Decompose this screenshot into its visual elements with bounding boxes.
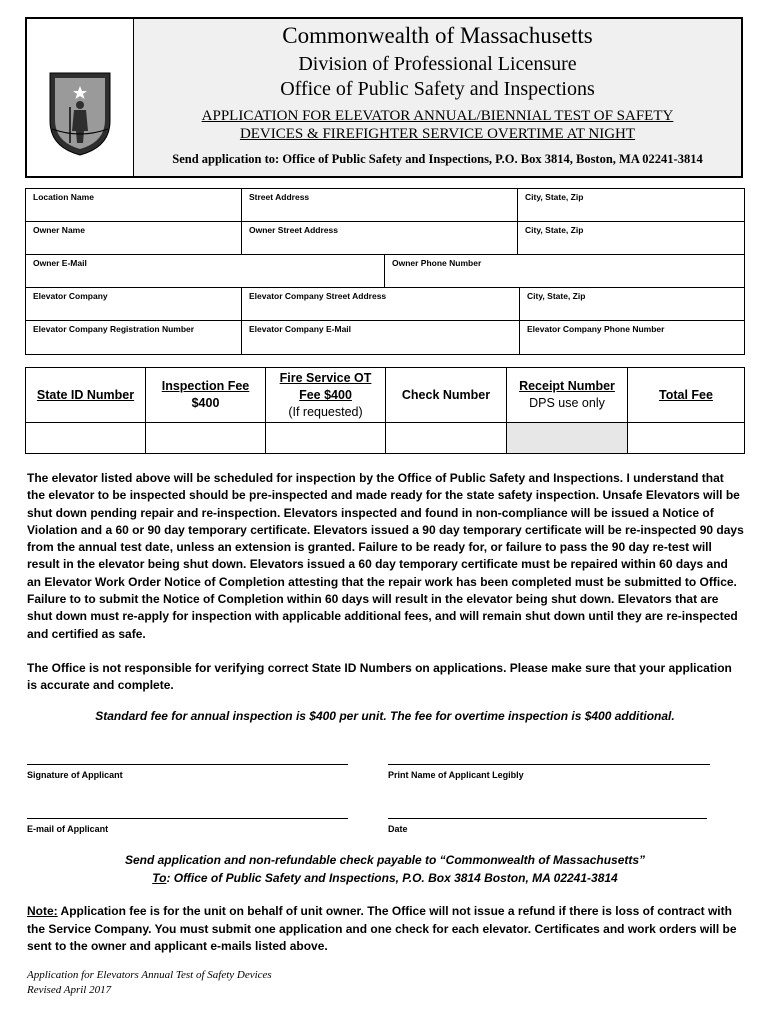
application-title-line2: DEVICES & FIREFIGHTER SERVICE OVERTIME AT NIGHT	[239, 126, 636, 142]
street-address-label: Street Address	[249, 192, 310, 202]
owner-name-label: Owner Name	[33, 225, 85, 235]
fire-service-note: (If requested)	[288, 404, 363, 419]
fire-service-fee: Fee $400	[299, 387, 352, 402]
date-line[interactable]	[388, 818, 707, 819]
elevator-company-street-field[interactable]	[241, 288, 519, 320]
note-text: Application fee is for the unit on behalf of unit owner. The Office will not issue a refund if there is loss of contract with the Service Company. You must submit one application and one check for each elevator. Certificates and work orders will be sent to the owner and applicant e-mails listed above.	[27, 904, 737, 953]
print-name-line[interactable]	[388, 764, 710, 765]
owner-email-label: Owner E-Mail	[33, 258, 87, 268]
form-header	[25, 17, 743, 178]
elevator-company-field[interactable]	[26, 288, 241, 320]
owner-contact-row	[26, 255, 744, 288]
total-fee-header	[627, 368, 744, 422]
receipt-number-input	[506, 423, 627, 453]
elevator-company-row	[26, 288, 744, 321]
signature-label: Signature of Applicant	[27, 770, 123, 780]
elevator-company-registration-label: Elevator Company Registration Number	[33, 324, 195, 334]
fee-table-entry-row	[26, 423, 744, 453]
elevator-company-city-label: City, State, Zip	[527, 291, 586, 301]
office-disclaimer-paragraph: The Office is not responsible for verifying correct State ID Numbers on applications. Please make sure that your application is accurate and complete.	[27, 661, 732, 693]
fire-service-header	[265, 368, 385, 422]
seal-box	[27, 19, 134, 176]
to-label: To	[152, 871, 167, 885]
state-seal-icon	[47, 69, 113, 157]
owner-street-address-label: Owner Street Address	[249, 225, 338, 235]
receipt-note: DPS use only	[529, 396, 605, 410]
total-fee-input[interactable]	[627, 423, 744, 453]
inspection-fee-header	[145, 368, 265, 422]
elevator-company-phone-label: Elevator Company Phone Number	[527, 324, 665, 334]
check-number-input[interactable]	[385, 423, 506, 453]
state-id-input[interactable]	[26, 423, 145, 453]
receipt-number-label: Receipt Number	[519, 379, 615, 393]
state-id-label: State ID Number	[36, 387, 135, 402]
send-instructions-line1: Send application and non-refundable check payable to “Commonwealth of Massachusetts”	[124, 853, 646, 867]
fire-service-fee-input[interactable]	[265, 423, 385, 453]
elevator-company-city-field[interactable]	[519, 288, 744, 320]
state-id-header	[26, 368, 145, 422]
owner-phone-label: Owner Phone Number	[392, 258, 482, 268]
owner-city-state-zip-label: City, State, Zip	[525, 225, 584, 235]
footer-form-name: Application for Elevators Annual Test of Safety Devices	[27, 969, 272, 981]
state-title: Commonwealth of Massachusetts	[282, 23, 593, 48]
location-name-field[interactable]	[26, 189, 241, 221]
check-number-header	[385, 368, 506, 422]
city-state-zip-label: City, State, Zip	[525, 192, 584, 202]
check-number-label: Check Number	[401, 387, 491, 402]
inspection-fee-label: Inspection Fee	[161, 379, 250, 393]
header-text	[134, 19, 741, 176]
signature-line[interactable]	[27, 764, 348, 765]
application-title-line1: APPLICATION FOR ELEVATOR ANNUAL/BIENNIAL TEST OF SAFETY	[201, 108, 674, 124]
email-label: E-mail of Applicant	[27, 824, 109, 834]
total-fee-label: Total Fee	[659, 387, 713, 402]
receipt-number-header	[506, 368, 627, 422]
note-label: Note:	[27, 904, 58, 918]
elevator-company-contact-row	[26, 321, 744, 354]
city-state-zip-field[interactable]	[517, 189, 744, 221]
street-address-field[interactable]	[241, 189, 517, 221]
division-title: Division of Professional Licensure	[298, 53, 577, 75]
elevator-company-street-label: Elevator Company Street Address	[249, 291, 387, 301]
owner-street-address-field[interactable]	[241, 222, 517, 254]
fire-service-label: Fire Service OT	[279, 370, 372, 385]
owner-email-field[interactable]	[26, 255, 384, 287]
location-name-label: Location Name	[33, 192, 94, 202]
inspection-fee-amount: $400	[191, 396, 220, 410]
note-paragraph	[27, 903, 745, 956]
owner-city-state-zip-field[interactable]	[517, 222, 744, 254]
footer-revision: Revised April 2017	[27, 984, 112, 996]
elevator-company-email-field[interactable]	[241, 321, 519, 354]
applicant-info-grid	[25, 188, 745, 355]
office-title: Office of Public Safety and Inspections	[280, 78, 595, 100]
form-footer	[27, 968, 272, 998]
owner-name-field[interactable]	[26, 222, 241, 254]
elevator-company-label: Elevator Company	[33, 291, 108, 301]
owner-phone-field[interactable]	[384, 255, 744, 287]
fee-table	[25, 367, 745, 454]
inspection-fee-input[interactable]	[145, 423, 265, 453]
elevator-company-phone-field[interactable]	[519, 321, 744, 354]
owner-row	[26, 222, 744, 255]
email-line[interactable]	[27, 818, 348, 819]
inspection-terms-paragraph: The elevator listed above will be scheduled for inspection by the Office of Public Safety and Inspections. I understand that the elevator to be inspected should be pre-inspected and made ready for the state safety inspection. Unsafe Elevators will be shut down pending repair and re-inspection. Elevators inspected and found in non-compliance will be issued a Notice of Violation and a 60 or 90 day temporary certificate. Elevators issued a 90 day temporary certificate will be re-inspected 90 days from the annual test date, unless an extension is granted. Failure to be ready for, or failure to pass the 90 day re-test will result in the elevator being shut down. Elevators issued a 60 day temporary certificate must be repaired within 60 days and an Elevator Work Order Notice of Completion attesting that the repair work has been completed must be submitted to Office. Failure to to submit the Notice of Completion within 60 days will result in the elevator being shut down. Elevators that are shut down must re-apply for inspection with applicable additional fees, and will remain shut down until they are re-inspected and certified as safe.	[27, 471, 744, 641]
send-to-address: Send application to: Office of Public Safety and Inspections, P.O. Box 3814, Boston, MA 02241-3814	[172, 152, 703, 166]
send-instructions-line2	[25, 869, 745, 887]
fee-table-header	[26, 368, 744, 423]
location-row	[26, 189, 744, 222]
date-label: Date	[388, 824, 408, 834]
elevator-company-registration-field[interactable]	[26, 321, 241, 354]
print-name-label: Print Name of Applicant Legibly	[388, 770, 524, 780]
standard-fee-statement: Standard fee for annual inspection is $400 per unit. The fee for overtime inspection is $400 additional.	[95, 709, 675, 723]
send-address: : Office of Public Safety and Inspections, P.O. Box 3814 Boston, MA 02241-3814	[166, 871, 618, 885]
elevator-company-email-label: Elevator Company E-Mail	[249, 324, 352, 334]
